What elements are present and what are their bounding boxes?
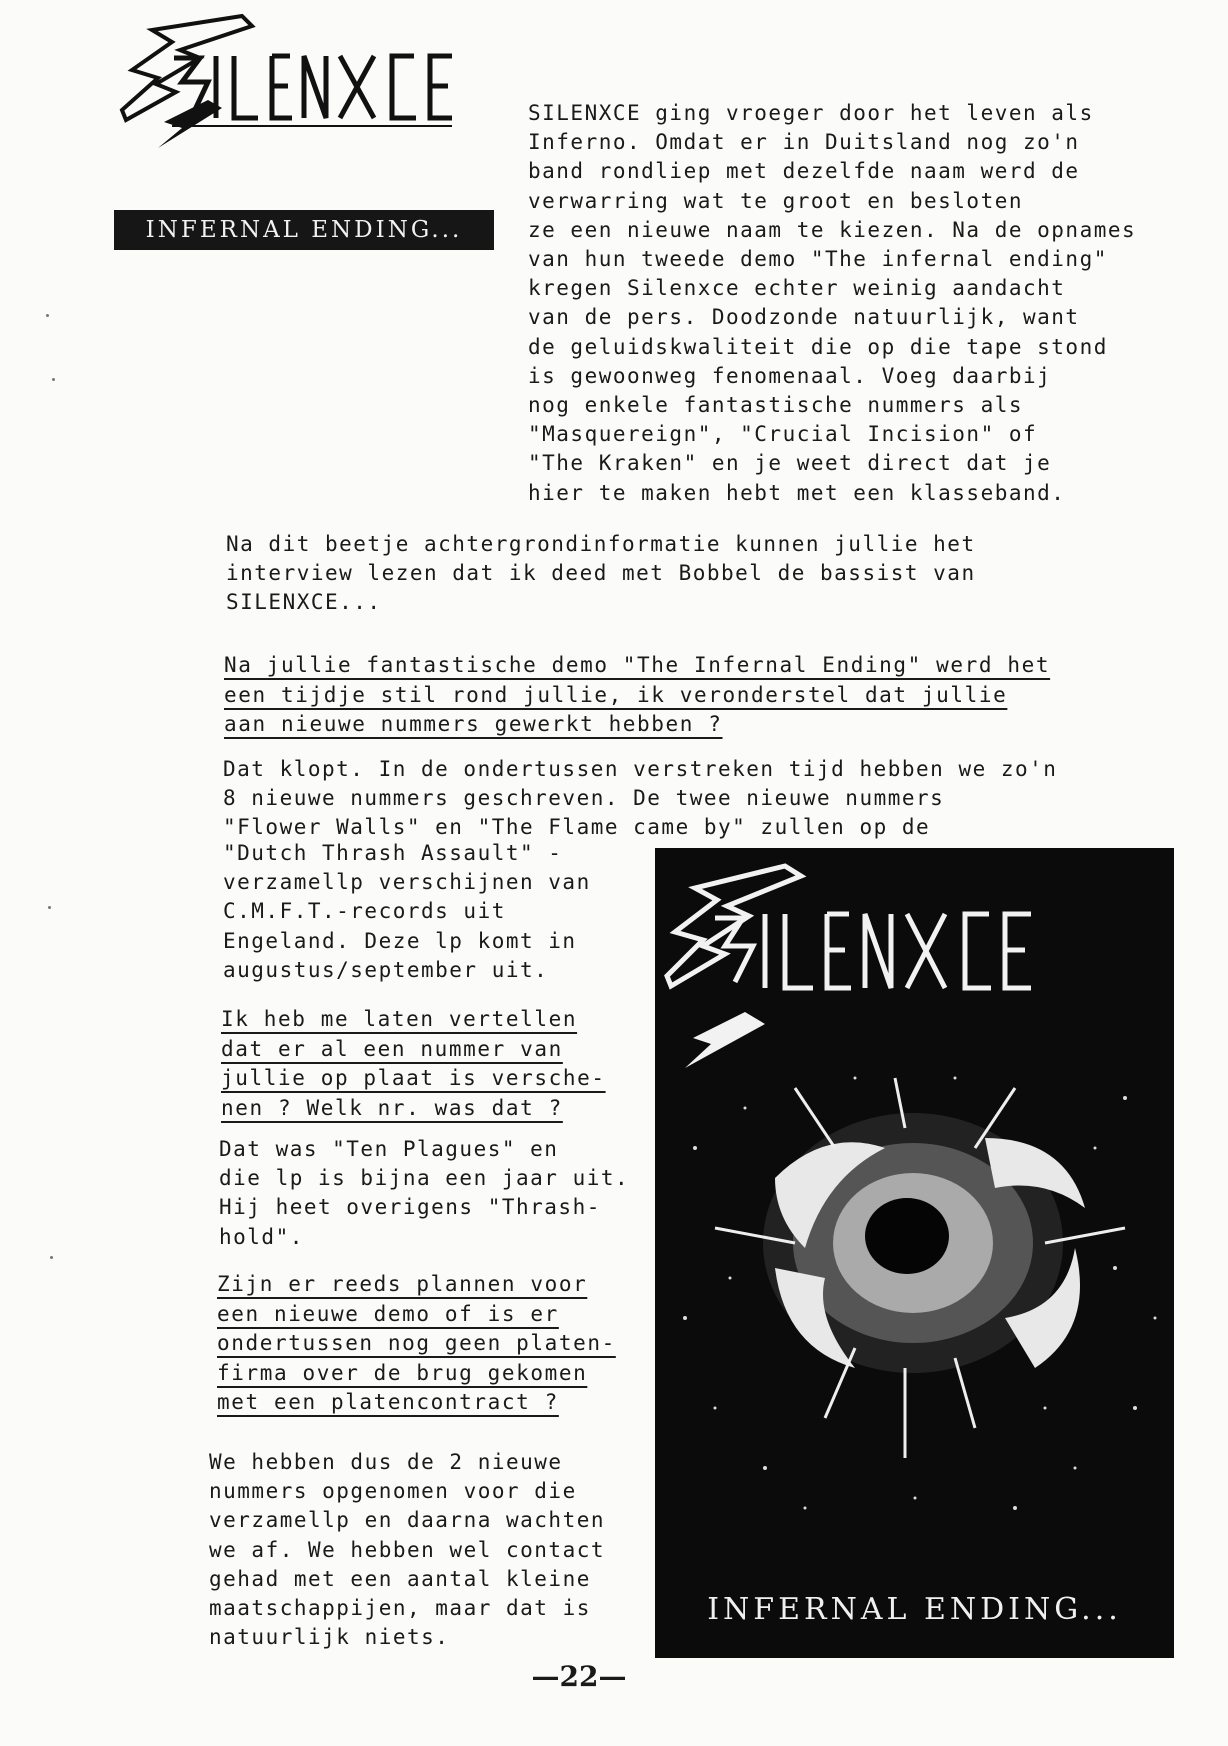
lead-line: Na dit beetje achtergrondinformatie kunnen jullie het [226, 532, 976, 556]
margin-speck [52, 378, 55, 381]
answer-line: "Dutch Thrash Assault" - [223, 841, 563, 865]
question-line: dat er al een nummer van [221, 1036, 563, 1061]
answer-line: nummers opgenomen voor die [209, 1479, 577, 1504]
margin-speck [48, 906, 51, 909]
answer-line: Dat klopt. In de ondertussen verstreken tijd hebben we zo'n [223, 757, 1058, 781]
answer-line: verzamellp verschijnen van [223, 870, 591, 895]
answer-line: Engeland. Deze lp komt in [223, 928, 577, 953]
answer-line: die lp is bijna een jaar uit. [219, 1166, 630, 1191]
lead-line: SILENXCE... [226, 590, 382, 615]
answer-line: Hij heet overigens "Thrash- [219, 1195, 601, 1220]
question-line: Ik heb me laten vertellen [221, 1007, 578, 1031]
question-line: Na jullie fantastische demo "The Infernal Ending" werd het [224, 653, 1051, 677]
intro-line: ze een nieuwe naam te kiezen. Na de opnames [528, 217, 1137, 242]
demo-cover-image [655, 848, 1174, 1658]
answer-line: augustus/september uit. [223, 957, 549, 982]
question-line: jullie op plaat is versche- [221, 1066, 606, 1090]
intro-paragraph [528, 99, 1218, 508]
answer-line: "Flower Walls" en "The Flame came by" zullen op de [223, 815, 931, 840]
intro-line: van hun tweede demo "The infernal ending" [528, 247, 1108, 272]
answer-1-continued [223, 839, 643, 985]
answer-3 [209, 1448, 649, 1652]
intro-line: Inferno. Omdat er in Duitsland nog zo'n [528, 130, 1080, 155]
answer-line: natuurlijk niets. [209, 1625, 450, 1650]
intro-line: "Masquereign", "Crucial Incision" of [528, 422, 1038, 447]
question-1 [224, 651, 1184, 740]
question-line: aan nieuwe nummers gewerkt hebben ? [224, 712, 723, 736]
answer-line: hold". [219, 1224, 304, 1249]
intro-line: nog enkele fantastische nummers als [528, 393, 1024, 418]
intro-line: hier te maken hebt met een klasseband. [528, 480, 1066, 505]
question-line: Zijn er reeds plannen voor [217, 1272, 588, 1296]
answer-line: 8 nieuwe nummers geschreven. De twee nieuwe nummers [223, 786, 945, 811]
cover-artwork [655, 848, 1174, 1658]
answer-line: maatschappijen, maar dat is [209, 1596, 591, 1621]
margin-speck [46, 314, 49, 317]
answer-1 [223, 755, 1183, 843]
intro-line: SILENXCE ging vroeger door het leven als [528, 101, 1094, 125]
lead-paragraph [226, 530, 1126, 618]
answer-line: Dat was "Ten Plagues" en [219, 1137, 559, 1161]
page-number: —22— [531, 1660, 627, 1693]
question-line: firma over de brug gekomen [217, 1360, 588, 1385]
question-line: nen ? Welk nr. was dat ? [221, 1095, 563, 1120]
answer-line: verzamellp en daarna wachten [209, 1508, 606, 1533]
question-line: ondertussen nog geen platen- [217, 1331, 616, 1355]
question-line: een tijdje stil rond jullie, ik veronderstel dat jullie [224, 682, 1008, 707]
intro-line: "The Kraken" en je weet direct dat je [528, 451, 1052, 476]
question-3 [217, 1270, 657, 1418]
intro-line: is gewoonweg fenomenaal. Voeg daarbij [528, 363, 1052, 388]
answer-line: we af. We hebben wel contact [209, 1537, 606, 1562]
answer-line: gehad met een aantal kleine [209, 1566, 591, 1591]
title-banner: INFERNAL ENDING... [114, 210, 494, 250]
intro-line: kregen Silenxce echter weinig aandacht [528, 276, 1066, 301]
intro-line: verwarring wat te groot en besloten [528, 188, 1024, 213]
intro-line: band rondliep met dezelfde naam werd de [528, 159, 1080, 184]
question-line: een nieuwe demo of is er [217, 1301, 559, 1326]
answer-line: We hebben dus de 2 nieuwe [209, 1450, 563, 1474]
intro-line: van de pers. Doodzonde natuurlijk, want [528, 305, 1080, 330]
question-2 [221, 1005, 641, 1123]
intro-line: de geluidskwaliteit die op die tape stond [528, 334, 1108, 359]
question-line: met een platencontract ? [217, 1390, 559, 1414]
cover-caption: INFERNAL ENDING... [707, 1592, 1122, 1627]
answer-2 [219, 1135, 659, 1252]
silenxce-logo [112, 8, 452, 158]
lead-line: interview lezen dat ik deed met Bobbel de bassist van [226, 561, 976, 586]
margin-speck [50, 1256, 53, 1259]
answer-line: C.M.F.T.-records uit [223, 899, 506, 924]
